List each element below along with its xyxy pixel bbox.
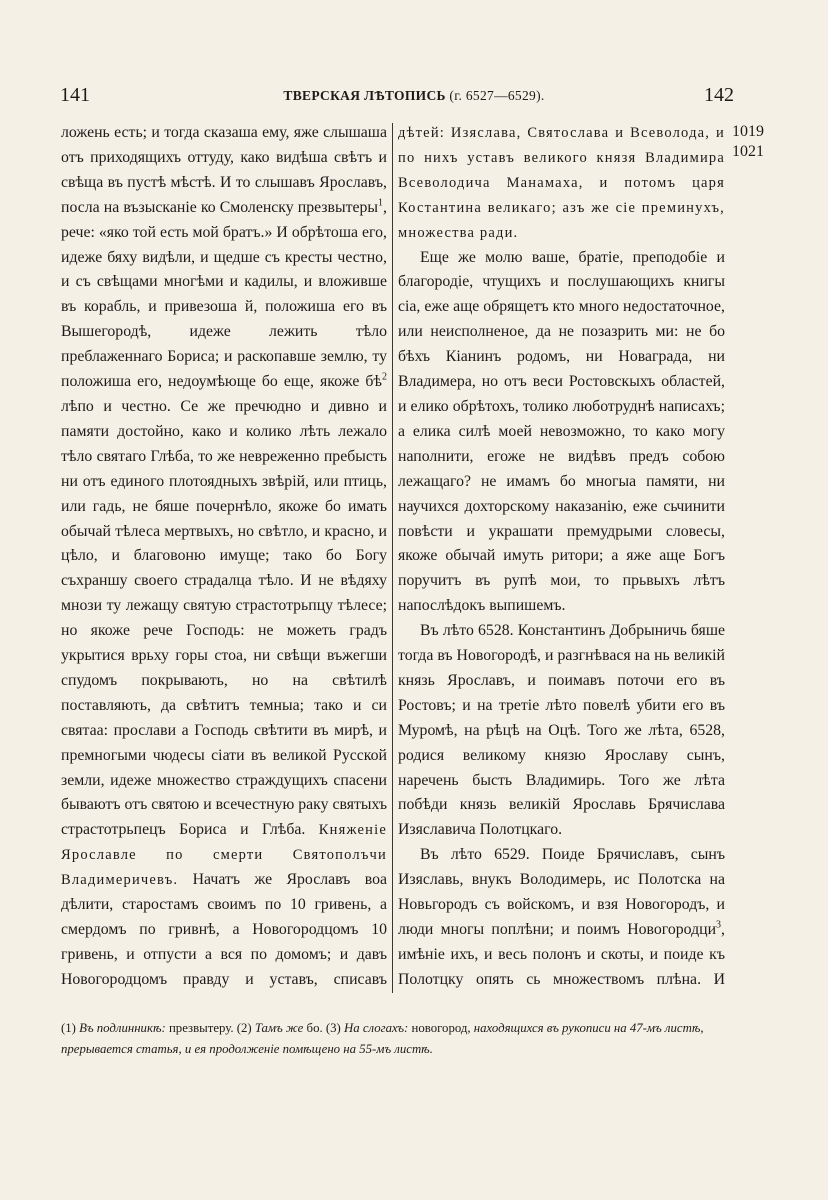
footnote-2 <box>237 1021 326 1035</box>
footnote-text: новогород, <box>408 1021 471 1035</box>
footnote-lead: Въ подлинникѣ: <box>79 1021 166 1035</box>
footnote-ref: 2 <box>382 371 387 383</box>
footnote-number: (3) <box>325 1021 341 1035</box>
margin-year-notes <box>732 122 764 162</box>
running-title-name: ТВЕРСКАЯ ЛѢТОПИСЬ <box>283 88 446 103</box>
footnote-lead: Тамъ же <box>254 1021 304 1035</box>
footnote-text: бо. <box>303 1021 323 1035</box>
right-text-column <box>398 121 725 993</box>
footnotes <box>61 1018 726 1060</box>
footnote-number: (2) <box>236 1021 252 1035</box>
text-run: , рече: «яко той есть мой братъ.» И обрѣтоша его, идеже бяху видѣли, и щедше съ кресты честно, и съ свѣщами многѣми и кадилы, и вложивше въ корабль, и привезоша й, положиша его въ Вышегородѣ, идеже лежить тѣло преблаженнаго Бориса; и раскопавше землю, ту положиша его, недоумѣюще бо еще, якоже бѣ <box>61 198 387 391</box>
footnote-number: (1) <box>61 1021 76 1035</box>
text-run: Начатъ же Ярославъ воа дѣлити, старостамъ своимъ по 10 гривень, а смердомъ по гривнѣ, а Новогородцомъ 10 гривень, и отпусти а вся по домомъ; и давъ Новогородцомъ правду и уставъ, списавъ <box>61 871 387 988</box>
page-number-right: 142 <box>704 84 734 106</box>
footnote-lead: На слогахъ: <box>344 1021 409 1035</box>
footnote-1 <box>61 1021 237 1035</box>
margin-year: 1019 <box>732 123 764 140</box>
page-number-left: 141 <box>60 84 90 106</box>
right-paragraph-1 <box>398 121 725 246</box>
column-divider <box>392 123 393 993</box>
section-heading-inline: Княженіе Ярославле по смерти Святополъчи Владимеричевъ. <box>61 822 387 889</box>
margin-year: 1021 <box>732 143 764 160</box>
footnote-ref: 3 <box>716 919 722 931</box>
text-run: , имѣніе ихъ, и весь полонъ и скоты, и поиде къ Полотцку опять сь множествомъ плѣна. И <box>398 921 725 988</box>
text-run: Въ лѣто 6529. Поиде Брячиславъ, сынъ Изяславь, внукъ Володимерь, ис Полотска на Новьгородъ съ войскомъ, и взя Новогородъ, и люди многы поплѣни; и поимъ Новогородци <box>398 846 725 938</box>
left-text-column <box>61 121 387 993</box>
text-run: ложень есть; и тогда сказаша ему, яже слышаша отъ приходящихъ оттуду, како видѣша свѣтъ и свѣща въ пустѣ мѣстѣ. И то слышавъ Ярославъ, посла на възысканіе ко Смоленску презвытеры <box>61 124 387 216</box>
right-paragraph-4 <box>398 843 725 993</box>
section-heading-inline: дѣтей: Изяслава, Святослава и Всеволода, и по нихъ уставъ великого князя Владимира Всеволодича Манамаха, и потомъ царя Костантина великаго; азъ же сіе преминухъ, множества ради. <box>398 125 725 241</box>
running-header <box>0 84 828 110</box>
footnote-text: презвытеру. <box>165 1021 234 1035</box>
right-paragraph-2: Еще же молю ваше, братіе, преподобіе и благородіе, чтущихъ и послушающихъ книгы сіа, еже аще обрящетъ кто много недостаточное, или неисполненое, да не позазрить ми: не бо бѣхъ Кіанинъ родомъ, ни Новаграда, ни Владимера, но отъ веси Ростовскыхъ областей, и елико обрѣтохъ, толико люботруднѣ написахъ; а елика силѣ моей невозможно, то како могу наполнити, егоже не видѣвъ предъ собою лежащаго? не имамъ бо многыа памяти, ни научихся дохторскому наказанію, еже сьчинити повѣсти и украшати премудрыми словесы, якоже обычай имуть ритори; а яже аще Богъ поручитъ въ рупѣ мои, то прьвыхъ лѣтъ напослѣдокъ выпишемъ. <box>398 248 725 615</box>
footnote-ref: 1 <box>378 197 384 209</box>
running-title-years: (г. 6527—6529). <box>449 88 545 103</box>
footnote-text-italic: находящихся въ рукописи на 47-мъ листѣ, прерывается статья, и ея продолженіе помѣщено на 55-мъ листѣ. <box>61 1021 704 1056</box>
right-paragraph-3: Въ лѣто 6528. Константинъ Добрыничь бяше тогда въ Новогородѣ, и разгнѣвася на нь великій князь Ярославъ, и поимавъ поточи его въ Ростовъ; и на третіе лѣто повелѣ убити его въ Муромѣ, на рѣцѣ на Оцѣ. Того же лѣта, 6528, родися великому князю Ярославу сынъ, наречень бысть Владимирь. Того же лѣта побѣди князь великій Ярославь Брячислава Изяславича Полотцкаго. <box>398 622 725 839</box>
left-paragraph-1 <box>61 121 387 993</box>
text-run: лѣпо и честно. Се же пречюдно и дивно и памяти достойно, како и колико лѣть лежало тѣло святаго Глѣба, то же невреженно пребысть ни отъ единого плотоядныхъ звѣрій, или птиць, или гадь, не бяше почернѣло, якоже бо имать обычай тѣлеса мертвыхъ, но свѣтло, и красно, и цѣло, и благовоню имуще; тако бо Богу съхраншу своего страдалца тѣло. И не вѣдяху мнози ту лежащу святую страстотрьпцу тѣлесе; но якоже рече Господь: не можеть градъ укрытися врьху горы стоа, ни свѣщи въжегши спудомъ покрывають, но на свѣтилѣ поставляють, да свѣтитъ темныа; тако и си святаа: прослави а Господь свѣтити въ мирѣ, и премногыми чюдесы сіати въ великой Русской земли, идеже множество страждущихъ спасени бываютъ отъ святою и всечестную раку святыхъ страстотрьпецъ Бориса и Глѣба. <box>61 397 387 839</box>
